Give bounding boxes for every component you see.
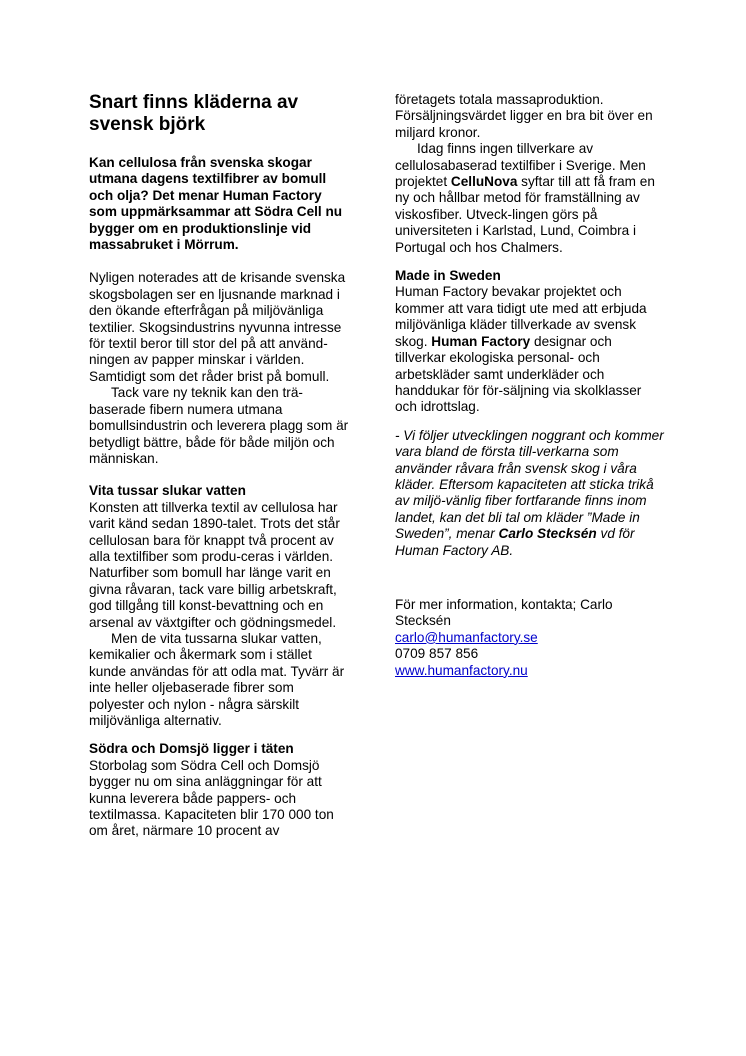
section-heading-sodra-domsjo: Södra och Domsjö ligger i täten (89, 741, 294, 757)
quote-person-name: Carlo Stecksén (498, 526, 597, 542)
contact-intro: För mer information, kontakta; Carlo Stecksén (395, 596, 613, 629)
article-title: Snart finns kläderna av svensk björk (89, 92, 299, 135)
article-lead: Kan cellulosa från svenska skogar utmana dagens textilfibrer av bomull och olja? Det menar Human Factory som uppmärksammar att Södra Cell nu bygger om en produktionslinje vid massabruket i Mörrum. (89, 155, 343, 253)
section1-paragraph-3: Men de vita tussarna slukar vatten, kemikalier och åkermark som i stället kunde användas för att odla mat. Tyvärr är inte heller oljebaserade fibrer som polyester och nylon - några särskilt miljövänliga alternativ. (89, 630, 345, 728)
section1-paragraph-1: Konsten att tillverka textil av cellulosa har varit känd sedan 1890-talet. Trots det står cellulosan bara för knappt två procent av alla textilfiber som produ-ceras i världen. (89, 499, 340, 564)
intro-paragraph-1: Nyligen noterades att de krisande svenska skogsbolagen ser en ljusnande marknad i den ökande efterfrågan på miljövänliga textilier. Skogsindustrins nyvunna intresse för textil beror till stor del på att använd-ningen av papper minskar i världen. Samtidigt som det råder brist på bomull. (89, 270, 346, 384)
cellunova-name: CelluNova (450, 174, 518, 190)
section1-paragraph-2: Naturfiber som bomull har länge varit en givna råvaran, tack vare billig arbetskraft, god tillgång till konst-bevattning och en arsenal av växtgifter och gödningsmedel. (89, 565, 337, 630)
left-column (89, 92, 349, 840)
section2-paragraph-2: Idag finns ingen tillverkare av cellulosabaserad textilfiber i Sverige. Men projektet CelluNova syftar till att få fram en ny och hållbar metod för framställning av viskosfiber. Utveck-lingen görs på universiteten i Karlstad, Lund, Coimbra i Portugal och hos Chalmers. (395, 141, 655, 255)
quote-paragraph: - Vi följer utvecklingen noggrant och kommer vara bland de första till-verkarna som använder råvara från svensk skog i våra kläder. Eftersom kapaciteten att sticka trikå av miljö-vänlig fiber fortfarande finns inom landet, kan det bli tal om kläder ”Made in Sweden”, menar Carlo Stecksén vd för Human Factory AB. (395, 427, 664, 558)
intro-paragraph-2: Tack vare ny teknik kan den trä-baserade fibern numera utmana bomullsindustrin och leverera plagg som är betydligt bättre, både för både miljön och människan. (89, 385, 349, 466)
right-column (395, 92, 665, 679)
section-heading-vita-tussar: Vita tussar slukar vatten (89, 483, 246, 499)
website-link[interactable]: www.humanfactory.nu (395, 662, 528, 678)
section2-paragraph-1-continued: företagets totala massaproduktion. Försäljningsvärdet ligger en bra bit över en miljard kronor. (395, 92, 653, 140)
human-factory-name: Human Factory (431, 333, 531, 349)
section3-paragraph-1: Human Factory bevakar projektet och kommer att vara tidigt ute med att erbjuda miljövänliga kläder tillverkade av svensk skog. Human Factory designar och tillverkar ekologiska personal- och arbetskläder samt underkläder och handdukar för för-säljning via skolklasser och idrottslag. (395, 284, 647, 415)
section2-paragraph-1: Storbolag som Södra Cell och Domsjö bygger nu om sina anläggningar för att kunna leverera både pappers- och textilmassa. Kapaciteten blir 170 000 ton om året, närmare 10 procent av (89, 757, 334, 839)
section-heading-made-in-sweden: Made in Sweden (395, 268, 501, 284)
contact-phone: 0709 857 856 (395, 646, 479, 662)
contact-email-link[interactable]: carlo@humanfactory.se (395, 629, 538, 645)
